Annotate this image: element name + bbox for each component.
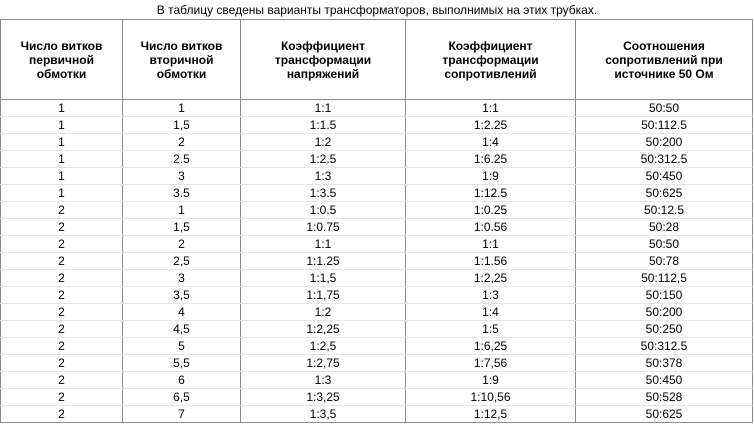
cell-primary-turns: 2 [1,321,123,338]
cell-secondary-turns: 5 [123,338,241,355]
table-row [1,185,753,202]
cell-voltage-ratio: 1:2,25 [241,321,406,338]
cell-impedance-at-50-ohm: 50:28 [576,219,753,236]
column-header-voltage-ratio: Коэффициент трансформации напряжений [241,20,406,100]
cell-primary-turns: 2 [1,287,123,304]
cell-impedance-ratio: 1:1.56 [406,253,576,270]
cell-secondary-turns: 7 [123,406,241,423]
cell-impedance-ratio: 1:1 [406,236,576,253]
cell-primary-turns: 2 [1,236,123,253]
cell-primary-turns: 2 [1,389,123,406]
table-header [1,20,753,100]
table-row [1,253,753,270]
table-row [1,406,753,423]
cell-primary-turns: 1 [1,168,123,185]
table-row [1,117,753,134]
cell-secondary-turns: 1 [123,100,241,117]
cell-impedance-ratio: 1:7,56 [406,355,576,372]
table-row [1,287,753,304]
cell-voltage-ratio: 1:0.5 [241,202,406,219]
cell-impedance-ratio: 1:12.5 [406,185,576,202]
cell-voltage-ratio: 1:1,75 [241,287,406,304]
cell-impedance-ratio: 1:4 [406,134,576,151]
cell-voltage-ratio: 1:2,5 [241,338,406,355]
table-row [1,134,753,151]
cell-secondary-turns: 3.5 [123,185,241,202]
table-row [1,355,753,372]
cell-voltage-ratio: 1:3,25 [241,389,406,406]
cell-impedance-at-50-ohm: 50:450 [576,168,753,185]
table-row [1,202,753,219]
table-caption: В таблицу сведены варианты трансформаторов, выполнимых на этих трубках. [156,3,598,17]
cell-impedance-ratio: 1:9 [406,372,576,389]
cell-secondary-turns: 2,5 [123,253,241,270]
cell-primary-turns: 1 [1,134,123,151]
cell-voltage-ratio: 1:1 [241,100,406,117]
cell-secondary-turns: 1 [123,202,241,219]
table-row [1,168,753,185]
cell-impedance-at-50-ohm: 50:50 [576,100,753,117]
cell-impedance-ratio: 1:12,5 [406,406,576,423]
cell-voltage-ratio: 1:0.75 [241,219,406,236]
column-header-secondary-turns: Число витков вторичной обмотки [123,20,241,100]
cell-impedance-at-50-ohm: 50:112,5 [576,270,753,287]
cell-primary-turns: 2 [1,219,123,236]
table-row [1,100,753,117]
cell-secondary-turns: 6,5 [123,389,241,406]
cell-secondary-turns: 2 [123,134,241,151]
cell-voltage-ratio: 1:2.5 [241,151,406,168]
cell-secondary-turns: 6 [123,372,241,389]
table-row [1,389,753,406]
cell-impedance-at-50-ohm: 50:625 [576,406,753,423]
cell-impedance-at-50-ohm: 50:200 [576,134,753,151]
cell-secondary-turns: 5,5 [123,355,241,372]
cell-primary-turns: 2 [1,202,123,219]
cell-voltage-ratio: 1:3,5 [241,406,406,423]
cell-impedance-ratio: 1:9 [406,168,576,185]
cell-impedance-ratio: 1:1 [406,100,576,117]
table-row [1,338,753,355]
cell-voltage-ratio: 1:1.25 [241,253,406,270]
cell-impedance-at-50-ohm: 50:312.5 [576,151,753,168]
cell-secondary-turns: 4,5 [123,321,241,338]
cell-impedance-at-50-ohm: 50:625 [576,185,753,202]
cell-primary-turns: 2 [1,270,123,287]
cell-primary-turns: 2 [1,372,123,389]
cell-impedance-ratio: 1:0.56 [406,219,576,236]
cell-impedance-at-50-ohm: 50:378 [576,355,753,372]
cell-impedance-at-50-ohm: 50:312.5 [576,338,753,355]
cell-secondary-turns: 3 [123,168,241,185]
cell-primary-turns: 2 [1,355,123,372]
cell-impedance-at-50-ohm: 50:12.5 [576,202,753,219]
cell-secondary-turns: 2 [123,236,241,253]
table-row [1,219,753,236]
cell-primary-turns: 1 [1,100,123,117]
cell-voltage-ratio: 1:2 [241,304,406,321]
cell-impedance-ratio: 1:3 [406,287,576,304]
cell-impedance-at-50-ohm: 50:50 [576,236,753,253]
cell-primary-turns: 2 [1,253,123,270]
table-row [1,304,753,321]
cell-primary-turns: 1 [1,151,123,168]
cell-primary-turns: 1 [1,185,123,202]
cell-secondary-turns: 1,5 [123,219,241,236]
table-row [1,372,753,389]
table-row [1,270,753,287]
column-header-impedance-ratio: Коэффициент трансформации сопротивлений [406,20,576,100]
table-body [1,100,753,423]
cell-impedance-ratio: 1:6,25 [406,338,576,355]
cell-impedance-at-50-ohm: 50:450 [576,372,753,389]
cell-voltage-ratio: 1:2 [241,134,406,151]
cell-voltage-ratio: 1:1 [241,236,406,253]
cell-voltage-ratio: 1:3 [241,372,406,389]
cell-impedance-at-50-ohm: 50:112.5 [576,117,753,134]
cell-voltage-ratio: 1:1.5 [241,117,406,134]
cell-impedance-ratio: 1:4 [406,304,576,321]
cell-primary-turns: 2 [1,304,123,321]
cell-impedance-at-50-ohm: 50:250 [576,321,753,338]
cell-secondary-turns: 1,5 [123,117,241,134]
cell-impedance-at-50-ohm: 50:78 [576,253,753,270]
cell-voltage-ratio: 1:2,75 [241,355,406,372]
cell-voltage-ratio: 1:1,5 [241,270,406,287]
cell-impedance-ratio: 1:10,56 [406,389,576,406]
cell-primary-turns: 2 [1,338,123,355]
cell-impedance-at-50-ohm: 50:150 [576,287,753,304]
table-row [1,151,753,168]
cell-secondary-turns: 4 [123,304,241,321]
cell-secondary-turns: 3 [123,270,241,287]
cell-impedance-ratio: 1:0.25 [406,202,576,219]
table-row [1,321,753,338]
cell-impedance-ratio: 1:6.25 [406,151,576,168]
header-row [1,20,753,100]
cell-primary-turns: 2 [1,406,123,423]
cell-primary-turns: 1 [1,117,123,134]
cell-secondary-turns: 3,5 [123,287,241,304]
column-header-impedance-at-50-ohm: Соотношения сопротивлений при источнике 50 Ом [576,20,753,100]
cell-impedance-at-50-ohm: 50:200 [576,304,753,321]
cell-impedance-ratio: 1:2,25 [406,270,576,287]
cell-impedance-ratio: 1:5 [406,321,576,338]
column-header-primary-turns: Число витков первичной обмотки [1,20,123,100]
cell-impedance-at-50-ohm: 50:528 [576,389,753,406]
table-row [1,236,753,253]
cell-impedance-ratio: 1:2.25 [406,117,576,134]
transformer-variants-table [0,19,753,423]
cell-voltage-ratio: 1:3.5 [241,185,406,202]
cell-voltage-ratio: 1:3 [241,168,406,185]
cell-secondary-turns: 2.5 [123,151,241,168]
